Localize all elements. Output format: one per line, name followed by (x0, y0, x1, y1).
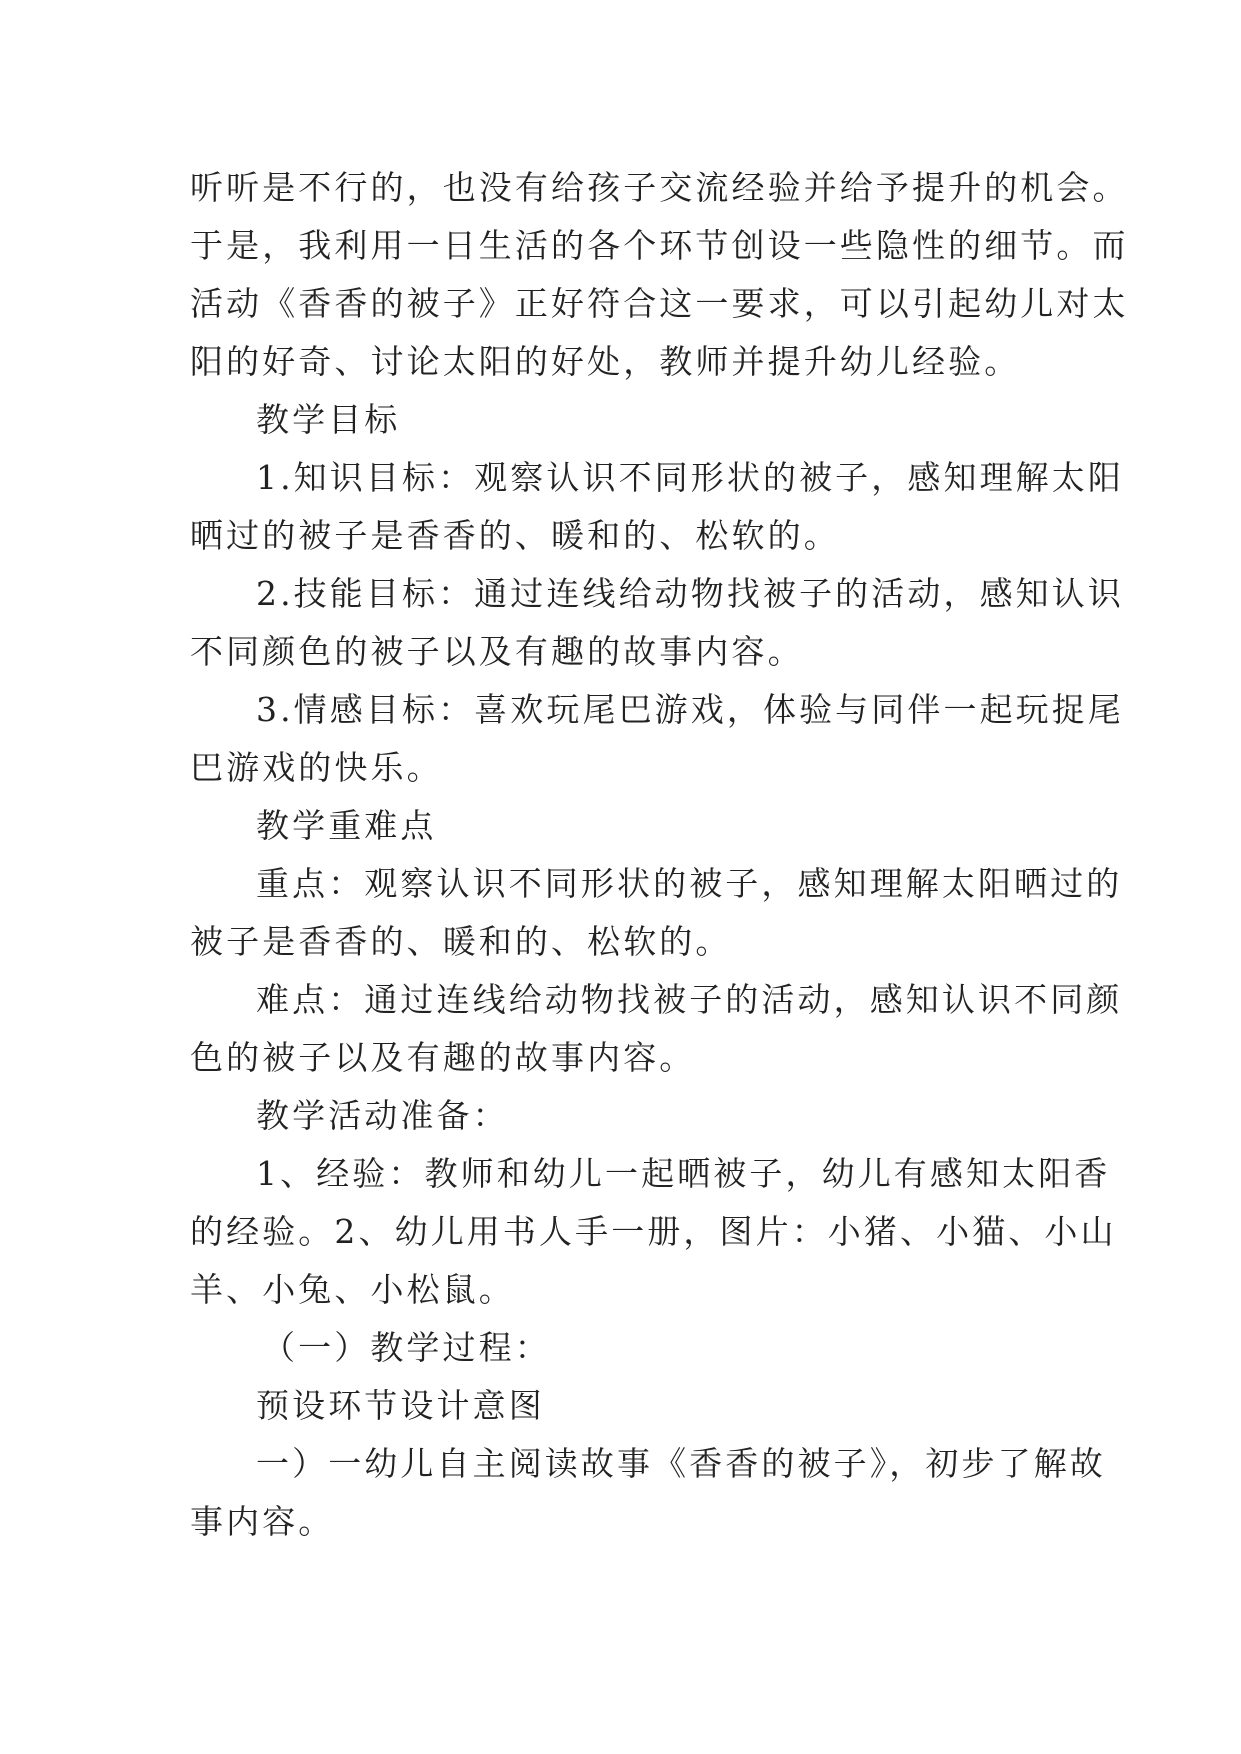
paragraph-line: 阳的好奇、讨论太阳的好处，教师并提升幼儿经验。 (190, 342, 1021, 381)
paragraph-line: 不同颜色的被子以及有趣的故事内容。 (190, 632, 804, 671)
paragraph-line: 的经验。2、幼儿用书人手一册，图片：小猪、小猫、小山 (190, 1212, 1117, 1251)
section-heading-key-points: 教学重难点 (256, 806, 437, 845)
paragraph-line: 一）一幼儿自主阅读故事《香香的被子》，初步了解故 (256, 1444, 1106, 1483)
paragraph-line: 于是，我利用一日生活的各个环节创设一些隐性的细节。而 (190, 226, 1129, 265)
paragraph-line: 听听是不行的，也没有给孩子交流经验并给予提升的机会。 (190, 168, 1129, 207)
section-heading-teaching-goals: 教学目标 (256, 400, 401, 439)
paragraph-line: 重点：观察认识不同形状的被子，感知理解太阳晒过的 (256, 864, 1123, 903)
paragraph-line: 巴游戏的快乐。 (190, 748, 443, 787)
paragraph-line: 3.情感目标：喜欢玩尾巴游戏，体验与同伴一起玩捉尾 (256, 690, 1124, 729)
paragraph-line: 活动《香香的被子》正好符合这一要求，可以引起幼儿对太 (190, 284, 1129, 323)
paragraph-line: 难点：通过连线给动物找被子的活动，感知认识不同颜 (256, 980, 1123, 1019)
paragraph-line: 色的被子以及有趣的故事内容。 (190, 1038, 696, 1077)
paragraph-line: 被子是香香的、暖和的、松软的。 (190, 922, 732, 961)
section-heading-teaching-process: （一）教学过程： (262, 1328, 551, 1367)
paragraph-line: 1.知识目标：观察认识不同形状的被子，感知理解太阳 (256, 458, 1124, 497)
paragraph-line: 2.技能目标：通过连线给动物找被子的活动，感知认识 (256, 574, 1124, 613)
section-heading-preparation: 教学活动准备： (256, 1096, 509, 1135)
paragraph-line: 预设环节设计意图 (256, 1386, 545, 1425)
paragraph-line: 事内容。 (190, 1502, 335, 1541)
paragraph-line: 1、经验：教师和幼儿一起晒被子，幼儿有感知太阳香 (256, 1154, 1111, 1193)
paragraph-line: 羊、小兔、小松鼠。 (190, 1270, 515, 1309)
paragraph-line: 晒过的被子是香香的、暖和的、松软的。 (190, 516, 840, 555)
